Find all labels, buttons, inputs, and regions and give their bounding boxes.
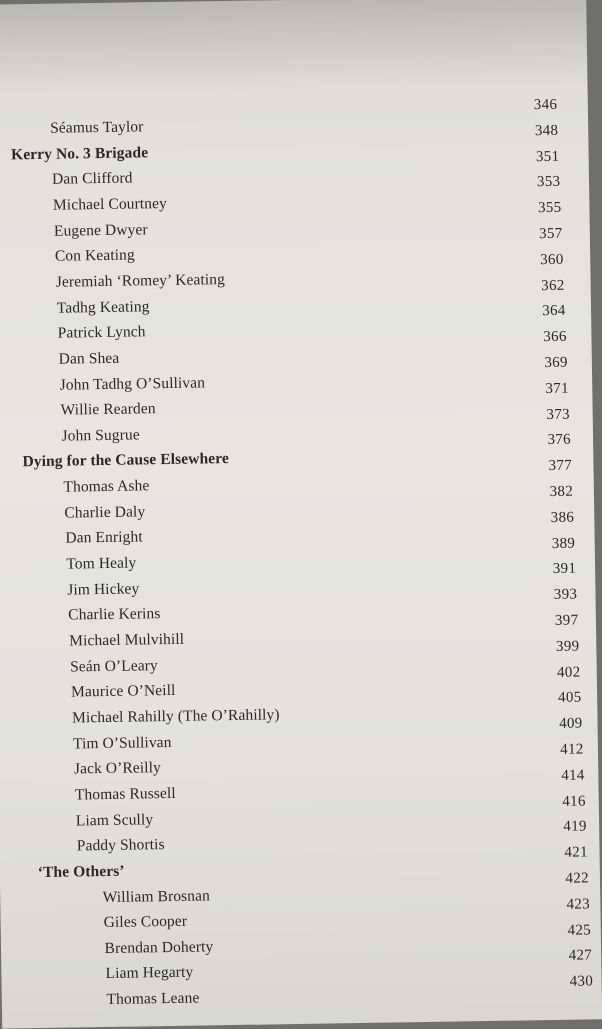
toc-page-number: 430 — [569, 973, 594, 990]
toc-page-number: 376 — [547, 432, 572, 449]
toc-page-number: 399 — [555, 638, 580, 655]
toc-page-number: 425 — [567, 921, 592, 939]
toc-section-heading: Dying for the Cause Elsewhere — [22, 450, 230, 471]
toc-entry: Con Keating — [54, 246, 135, 265]
toc-page-number: 427 — [568, 947, 593, 965]
toc-entry: Michael Mulvihill — [69, 630, 185, 650]
toc-entry: Jim Hickey — [67, 580, 140, 599]
toc-entry: Thomas Leane — [106, 989, 200, 1009]
toc-page-number: 366 — [543, 328, 567, 346]
toc-page-number: 360 — [540, 251, 564, 268]
page-top-shadow — [0, 0, 588, 95]
toc-entry: Jack O’Reilly — [73, 759, 162, 778]
toc-entry: Paddy Shortis — [76, 836, 165, 855]
toc-page-number: 397 — [554, 612, 579, 629]
toc-entry: Maurice O’Neill — [70, 682, 176, 701]
toc-page-number: 353 — [536, 174, 561, 191]
toc-entry: Charlie Daly — [64, 503, 146, 522]
toc-section-heading: Kerry No. 3 Brigade — [10, 143, 149, 164]
toc-entry: Charlie Kerins — [68, 605, 161, 624]
toc-entry: Thomas Russell — [74, 784, 176, 804]
toc-page-number: 389 — [551, 535, 576, 552]
toc-entry: Liam Hegarty — [105, 964, 194, 983]
toc-page-number: 348 — [534, 122, 559, 139]
toc-section-heading: ‘The Others’ — [37, 862, 125, 881]
toc-page-number: 371 — [545, 380, 569, 397]
toc-page-number: 362 — [541, 277, 565, 294]
toc-page-number: 412 — [560, 741, 584, 758]
toc-entry: John Sugrue — [61, 426, 140, 445]
toc-entry: Michael Courtney — [52, 194, 168, 214]
toc-page-number: 382 — [549, 483, 574, 500]
toc-page-number: 414 — [561, 767, 585, 784]
toc-page-number: 346 — [533, 96, 558, 114]
toc-entry: Michael Rahilly (The O’Rahilly) — [71, 706, 280, 727]
toc-entry: Dan Clifford — [51, 169, 133, 189]
toc-page-number: 377 — [548, 457, 573, 475]
toc-entry: Séamus Taylor — [49, 118, 144, 137]
toc-entry: Thomas Ashe — [63, 477, 150, 496]
toc-page-number: 419 — [563, 818, 587, 836]
toc-page-number: 421 — [564, 844, 588, 861]
toc-entry: Dan Enright — [65, 528, 143, 547]
toc-entry: Tom Healy — [66, 554, 137, 573]
toc-page-number: 405 — [557, 689, 582, 707]
toc-entry: Tim O’Sullivan — [72, 733, 172, 753]
toc-page-number: 402 — [556, 664, 581, 681]
toc-entry: Willie Rearden — [60, 400, 156, 419]
toc-page-number: 351 — [535, 148, 560, 165]
toc-page-number: 357 — [538, 225, 563, 243]
toc-entry: Jeremiah ‘Romey’ Keating — [55, 270, 226, 291]
toc-entry: Liam Scully — [75, 810, 154, 830]
toc-page-number: 422 — [565, 870, 590, 887]
toc-entry: Giles Cooper — [103, 912, 188, 932]
toc-entry: William Brosnan — [102, 886, 211, 906]
toc-page-number: 373 — [546, 406, 571, 423]
toc-page-number: 423 — [566, 896, 591, 913]
toc-page-number: 386 — [550, 509, 575, 526]
toc-entry: Patrick Lynch — [57, 323, 146, 342]
toc-page-number: 409 — [559, 715, 583, 733]
toc-entry: Seán O’Leary — [70, 656, 158, 676]
toc-entry: Tadhg Keating — [56, 297, 150, 317]
toc-entry: Eugene Dwyer — [53, 220, 148, 240]
toc-page-number: 391 — [552, 560, 577, 578]
toc-entry: John Tadhg O’Sullivan — [59, 373, 206, 394]
toc-page-number: 393 — [553, 586, 578, 604]
toc-entry: Dan Shea — [58, 349, 120, 368]
toc-page-number: 364 — [542, 303, 566, 320]
toc-page-number: 416 — [562, 793, 586, 810]
toc-entry: Brendan Doherty — [104, 938, 214, 957]
toc-page-number: 355 — [537, 199, 562, 217]
toc-page-number: 369 — [544, 354, 568, 372]
